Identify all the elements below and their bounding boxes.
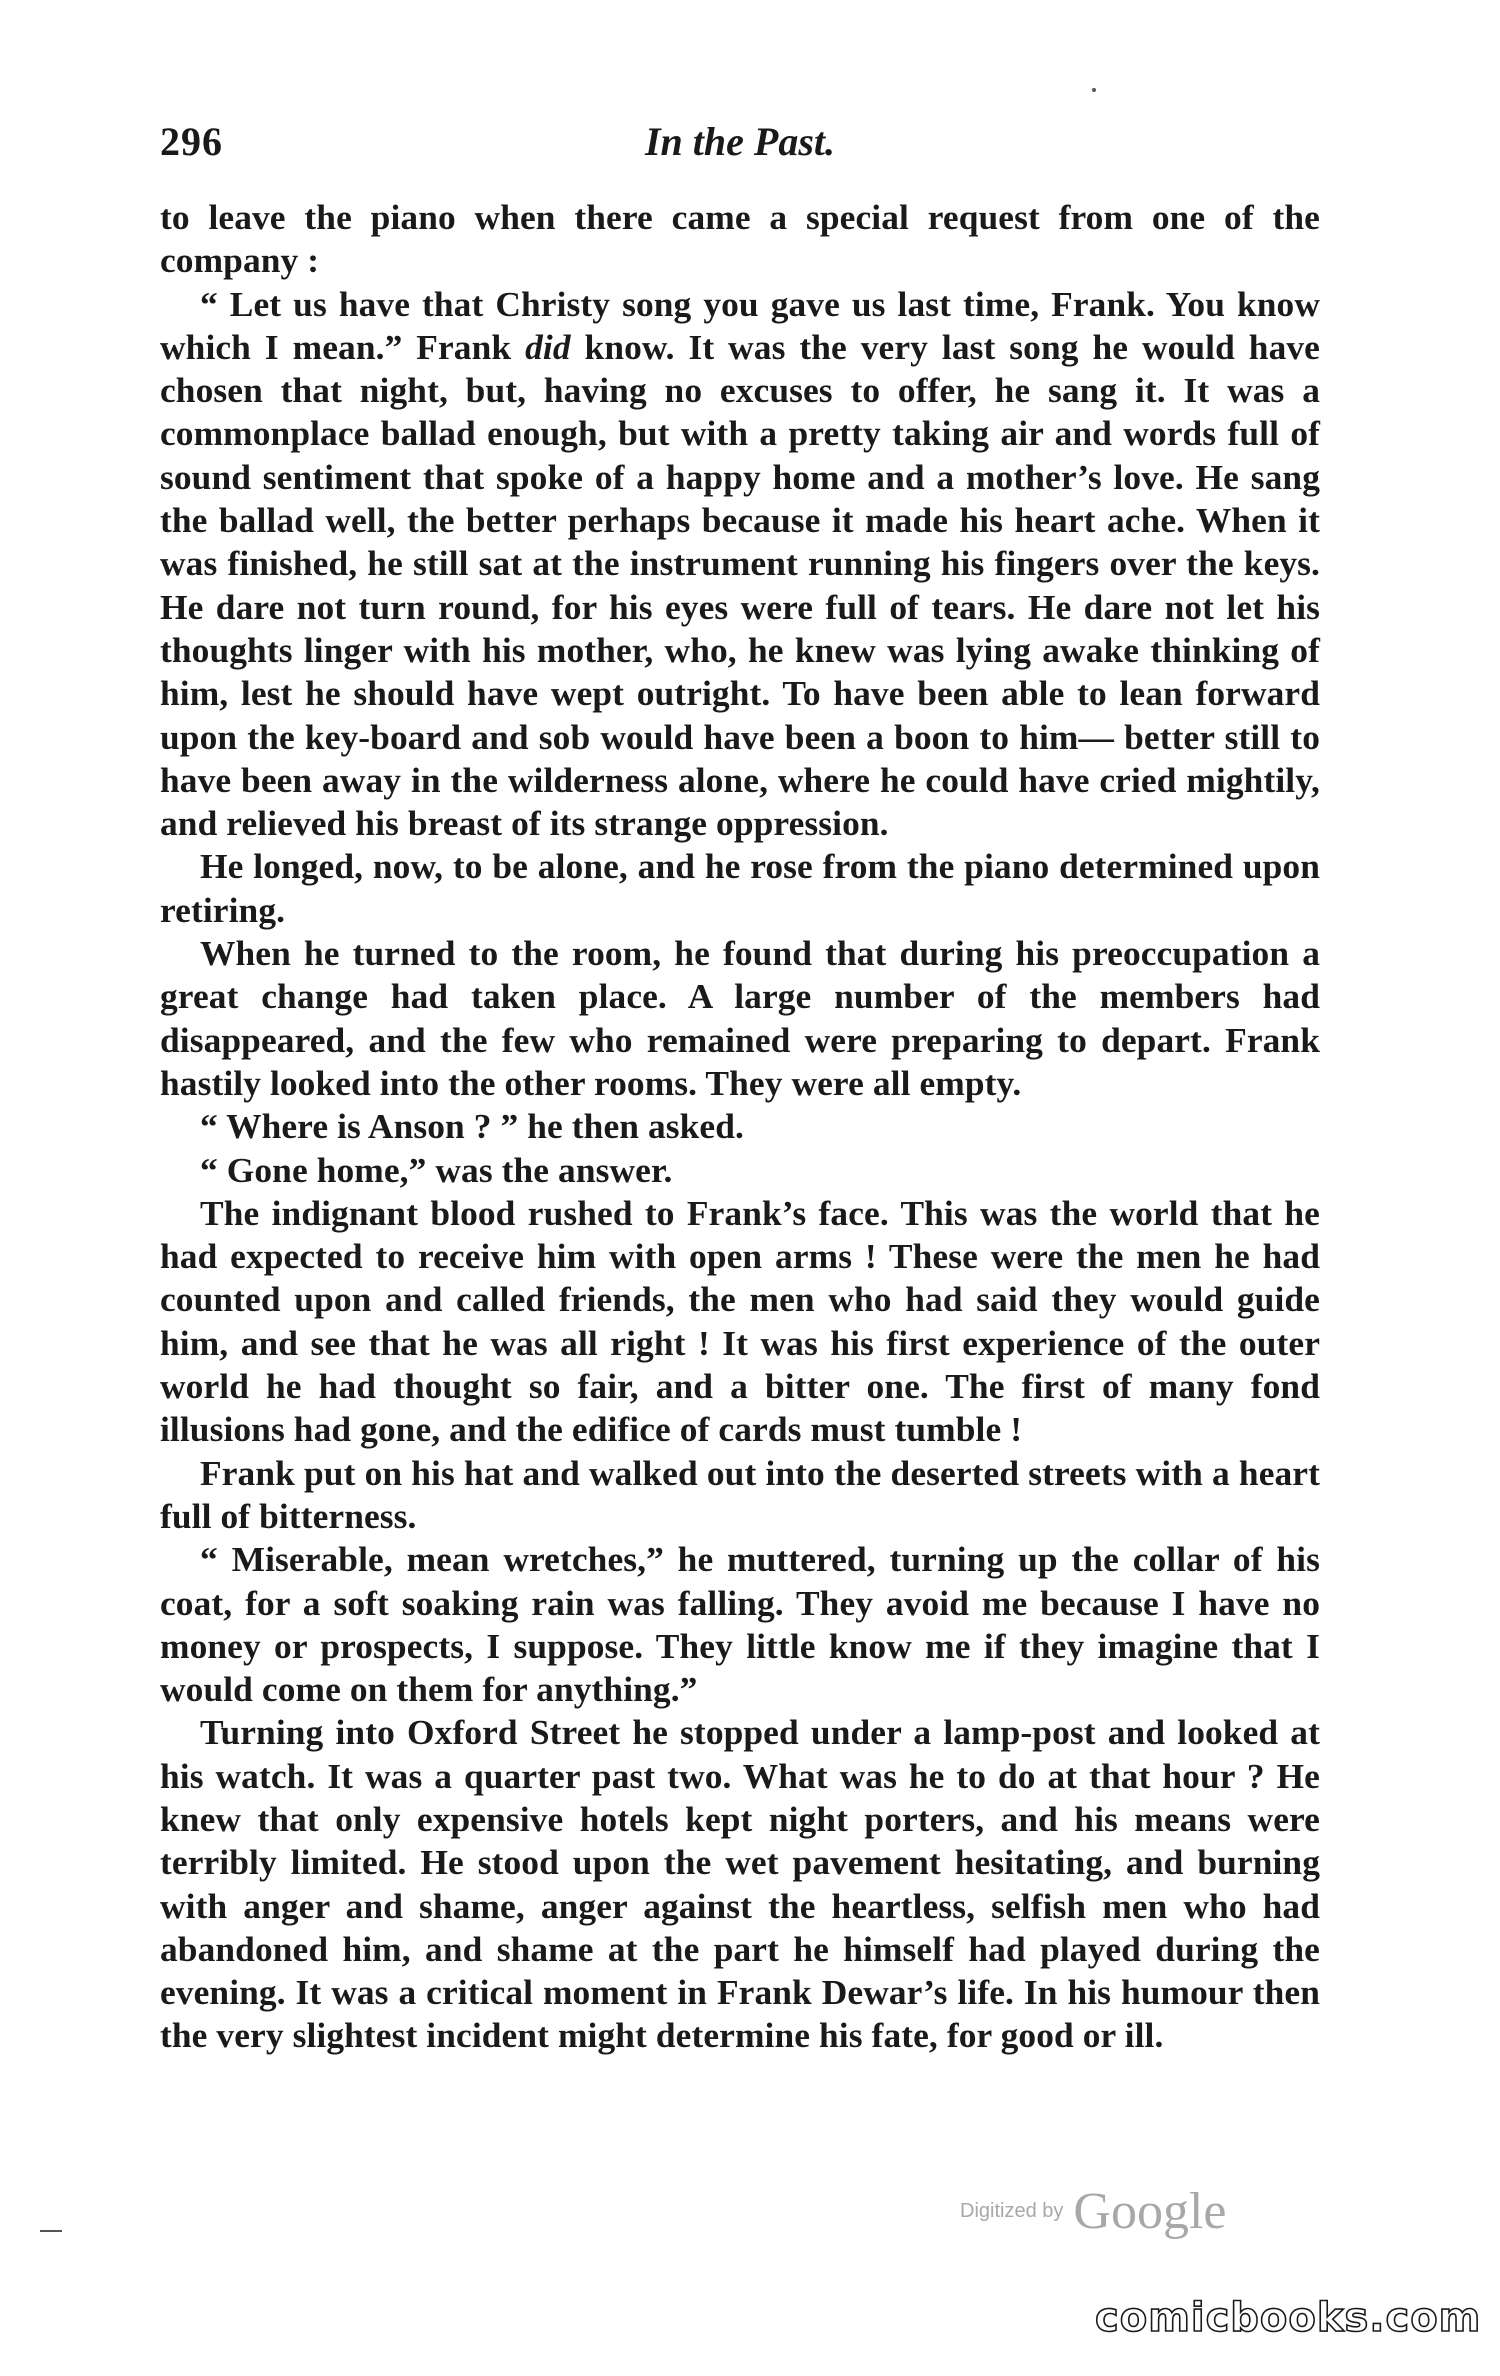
paragraph-9: “ Miserable, mean wretches,” he muttered, turning up the collar of his coat, for a soft soaking rain was falling. They avoid me because I have no money or prospects, I suppose. They little know me if they imagine that I would come on them for anything.” <box>160 1539 1320 1710</box>
scan-edge-mark <box>40 2230 62 2232</box>
paragraph-1: to leave the piano when there came a special request from one of the company : <box>160 197 1320 281</box>
google-logo-text: Google <box>1073 2183 1227 2240</box>
digitized-by-label: Digitized by <box>960 2200 1064 2222</box>
paragraph-8: Frank put on his hat and walked out into the deserted streets with a heart full of bitterness. <box>160 1452 1320 1536</box>
paragraph-2: “ Let us have that Christy song you gave us last time, Frank. You know which I mean.” Frank did know. It was the very last song he would have chosen that night, but, having no excuses to offer, he sang it. It was a commonplace ballad enough, but with a pretty taking air and words full of sound sentiment that spoke of a happy home and a mother’s love. He sang the ballad well, the better perhaps because it made his heart ache. When it was finished, he still sat at the instrument running his fingers over the keys. He dare not turn round, for his eyes were full of tears. He dare not let his thoughts linger with his mother, who, he knew was lying awake thinking of him, lest he should have wept outright. To have been able to lean forward upon the key-board and sob would have been a boon to him— better still to have been away in the wilderness alone, where he could have cried mightily, and relieved his breast of its strange oppression. <box>160 283 1320 844</box>
google-watermark <box>960 2182 1226 2241</box>
paragraph-6: “ Gone home,” was the answer. <box>200 1149 673 1190</box>
paragraph-4: When he turned to the room, he found that during his preoccupation a great change had taken place. A large number of the members had disappeared, and the few who remained were preparing to depart. Frank hastily looked into the other rooms. They were all empty. <box>160 933 1320 1103</box>
page-number: 296 <box>160 119 223 164</box>
running-title: In the Past. <box>644 119 836 164</box>
body-text <box>160 196 1320 2058</box>
paragraph-10: Turning into Oxford Street he stopped under a lamp-post and looked at his watch. It was a quarter past two. What was he to do at that hour ? He knew that only expensive hotels kept night porters, and his means were terribly limited. He stood upon the wet pavement hesitating, and burning with anger and shame, anger against the heartless, selfish men who had abandoned him, and shame at the part he himself had played during the evening. It was a critical moment in Frank Dewar’s life. In his humour then the very slightest incident might determine his fate, for good or ill. <box>160 1712 1320 2056</box>
site-watermark: comicbooks.com <box>1095 2295 1482 2341</box>
paragraph-5: “ Where is Anson ? ” he then asked. <box>200 1106 744 1147</box>
page-header <box>160 118 1320 178</box>
speck-mark <box>1092 88 1096 92</box>
paragraph-7: The indignant blood rushed to Frank’s face. This was the world that he had expected to receive him with open arms ! These were the men he had counted upon and called friends, the men who had said they would guide him, and see that he was all right ! It was his first experience of the outer world he had thought so fair, and a bitter one. The first of many fond illusions had gone, and the edifice of cards must tumble ! <box>160 1192 1320 1450</box>
paragraph-3: He longed, now, to be alone, and he rose from the piano determined upon retiring. <box>160 846 1320 930</box>
